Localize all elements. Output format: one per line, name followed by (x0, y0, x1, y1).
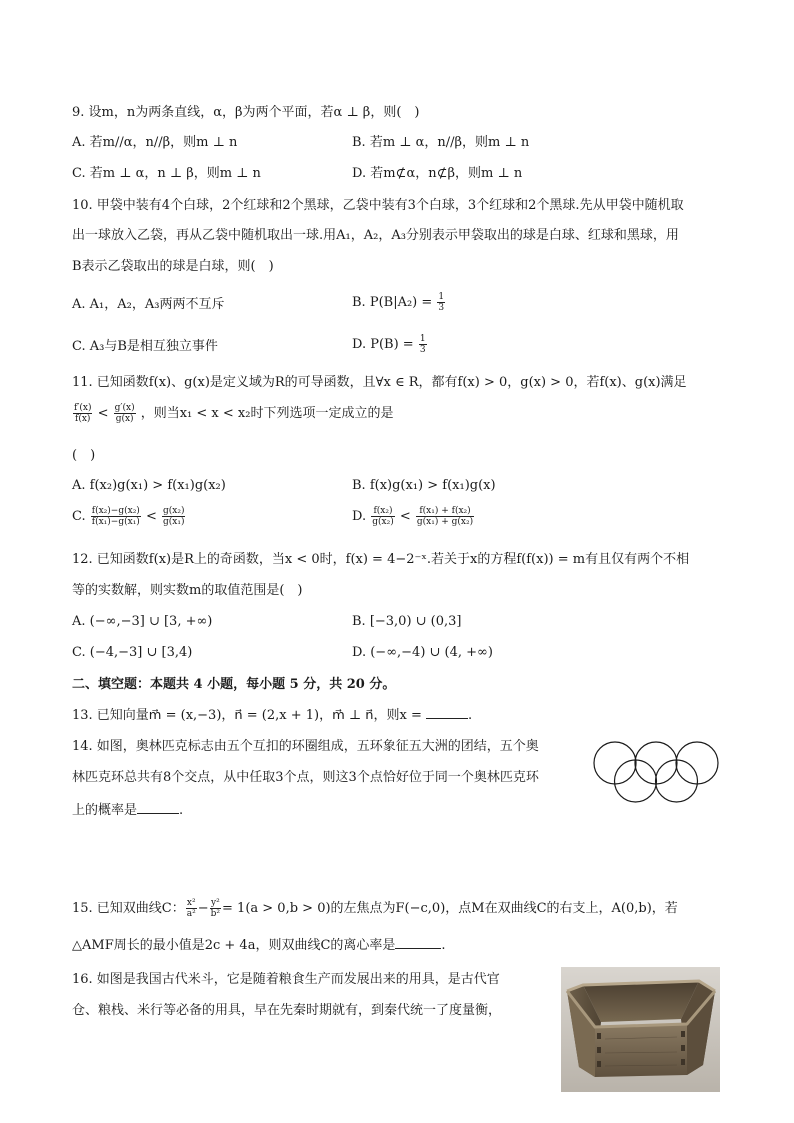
fraction-numerator: x² (186, 898, 196, 908)
fraction-denominator: g(x) (115, 414, 134, 424)
q11-option-a: A. f(x₂)g(x₁) > f(x₁)g(x₂) (72, 478, 226, 493)
fraction-numerator: 1 (438, 292, 445, 302)
q16-stem-line1: 16. 如图是我国古代米斗，它是随着粮食生产而发展出来的用具，是古代官 (72, 972, 500, 987)
fraction-denominator: 3 (438, 303, 445, 313)
less-than-sign: < (145, 509, 157, 524)
fraction-denominator: g(x₁) + g(x₂) (416, 517, 474, 527)
olympic-rings-figure (590, 738, 722, 806)
q10-option-c: C. A₃与B是相互独立事件 (72, 339, 218, 354)
answer-blank[interactable] (395, 936, 441, 949)
q12-option-a: A. (−∞,−3] ∪ [3, +∞) (72, 614, 213, 629)
fraction-numerator: f(x₁) + f(x₂) (416, 506, 474, 517)
fraction-numerator: f(x₂)−g(x₂) (91, 506, 140, 516)
fraction-denominator: a² (186, 909, 196, 919)
q14-period: . (179, 803, 184, 818)
q15-stem-text: △AMF周长的最小值是2c + 4a，则双曲线C的离心率是 (72, 938, 396, 953)
fraction-numerator: g(x₂) (163, 506, 185, 516)
q11-stem-line2 (72, 402, 393, 426)
less-than-sign: < (97, 406, 109, 421)
q11-fraction-g (114, 403, 136, 424)
fraction-numerator: 1 (419, 334, 426, 344)
answer-blank[interactable] (426, 706, 468, 719)
q14-stem-line1: 14. 如图，奥林匹克标志由五个互扣的环圈组成，五环象征五大洲的团结，五个奥 (72, 739, 539, 754)
q11-fraction-f (73, 403, 92, 424)
q13-period: . (468, 708, 473, 723)
q15-fraction-x (186, 898, 197, 919)
q10-option-d-fraction (419, 334, 427, 355)
section-heading-fill-in: 二、填空题：本题共 4 小题，每小题 5 分，共 20 分。 (72, 677, 396, 692)
option-label: C. (72, 509, 86, 524)
q11-option-c-fraction-left (91, 506, 141, 527)
q12-stem-line2: 等的实数解，则实数m的取值范围是( ) (72, 583, 303, 598)
q11-option-b: B. f(x)g(x₁) > f(x₁)g(x) (352, 478, 496, 493)
fraction-denominator: f(x) (75, 414, 91, 424)
q14-stem-line3 (72, 801, 183, 820)
q15-stem-line1 (72, 896, 678, 922)
q10-stem-line1: 10. 甲袋中装有4个白球，2个红球和2个黑球，乙袋中装有3个白球，3个红球和2个黑球.先从甲袋中随机取 (72, 198, 684, 213)
q13-stem-text: 13. 已知向量m⃗ = (x,−3)，n⃗ = (2,x + 1)，m⃗ ⊥ n⃗，则x = (72, 708, 422, 723)
less-than-sign: < (399, 509, 411, 524)
q11-stem-line2-rest: ，则当x₁ < x < x₂时下列选项一定成立的是 (140, 406, 394, 421)
q13-stem (72, 706, 472, 725)
q9-option-c: C. 若m ⊥ α，n ⊥ β，则m ⊥ n (72, 166, 261, 181)
q11-answer-paren: ( ) (72, 448, 96, 463)
q10-option-a: A. A₁，A₂，A₃两两不互斥 (72, 297, 225, 312)
fraction-denominator: g(x₁) (163, 517, 185, 527)
q11-option-d-fraction-right (416, 506, 474, 527)
q11-option-c (72, 505, 186, 529)
q12-option-d: D. (−∞,−4) ∪ (4, +∞) (352, 645, 493, 660)
fraction-denominator: g(x₂) (372, 517, 394, 527)
q10-option-d (352, 334, 428, 355)
q14-stem-text: 上的概率是 (72, 803, 138, 818)
fraction-denominator: f(x₁)−g(x₁) (91, 517, 140, 527)
q11-stem-line1: 11. 已知函数f(x)、g(x)是定义域为R的可导函数，且∀x ∈ R，都有f(x) > 0，g(x) > 0，若f(x)、g(x)满足 (72, 375, 687, 390)
fraction-numerator: f′(x) (74, 403, 92, 413)
q15-stem-prefix: 15. 已知双曲线C： (72, 901, 185, 916)
answer-blank[interactable] (137, 801, 179, 814)
q12-option-b: B. [−3,0) ∪ (0,3] (352, 614, 462, 629)
q10-option-b-fraction (437, 292, 445, 313)
q9-option-b: B. 若m ⊥ α，n//β，则m ⊥ n (352, 135, 530, 150)
rice-measure-illustration (561, 967, 720, 1092)
q16-stem-line2: 仓、粮栈、米行等必备的用具，早在先秦时期就有，到秦代统一了度量衡， (72, 1003, 502, 1018)
fraction-numerator: y² (210, 898, 220, 908)
q14-stem-line2: 林匹克环总共有8个交点，从中任取3个点，则这3个点恰好位于同一个奥林匹克环 (72, 770, 539, 785)
q15-period: . (441, 938, 446, 953)
q10-option-b (352, 292, 446, 313)
q10-stem-line2: 出一球放入乙袋，再从乙袋中随机取出一球.用A₁，A₂，A₃分别表示甲袋取出的球是白球、红球和黑球，用 (72, 228, 679, 243)
q9-stem: 9. 设m，n为两条直线，α，β为两个平面，若α ⊥ β，则( ) (72, 105, 420, 120)
fraction-numerator: f(x₂) (371, 506, 394, 517)
q15-fraction-y (210, 898, 221, 919)
option-label: D. (352, 509, 367, 524)
fraction-denominator: 3 (419, 345, 426, 355)
q12-option-c: C. (−4,−3] ∪ [3,4) (72, 645, 193, 660)
q11-option-d (352, 505, 475, 529)
fraction-denominator: b² (210, 909, 221, 919)
minus-sign: − (197, 901, 209, 916)
q11-option-c-fraction-right (162, 506, 185, 527)
q9-option-a: A. 若m//α，n//β，则m ⊥ n (72, 135, 238, 150)
q9-option-d: D. 若m⊄α，n⊄β，则m ⊥ n (352, 166, 523, 181)
q11-option-d-fraction-left (371, 506, 394, 527)
q15-stem-line2 (72, 936, 446, 955)
fraction-numerator: g′(x) (114, 403, 135, 413)
q10-option-d-prefix: D. P(B) = (352, 337, 414, 352)
q10-option-b-prefix: B. P(B|A₂) = (352, 295, 433, 310)
rice-measure-photo (561, 967, 720, 1092)
q12-stem-line1: 12. 已知函数f(x)是R上的奇函数，当x < 0时，f(x) = 4−2⁻ˣ.若关于x的方程f(f(x)) = m有且仅有两个不相 (72, 552, 690, 567)
q10-stem-line3: B表示乙袋取出的球是白球，则( ) (72, 259, 274, 274)
q15-stem-rest: = 1(a > 0,b > 0)的左焦点为F(−c,0)，点M在双曲线C的右支上，A(0,b)，若 (222, 901, 678, 916)
